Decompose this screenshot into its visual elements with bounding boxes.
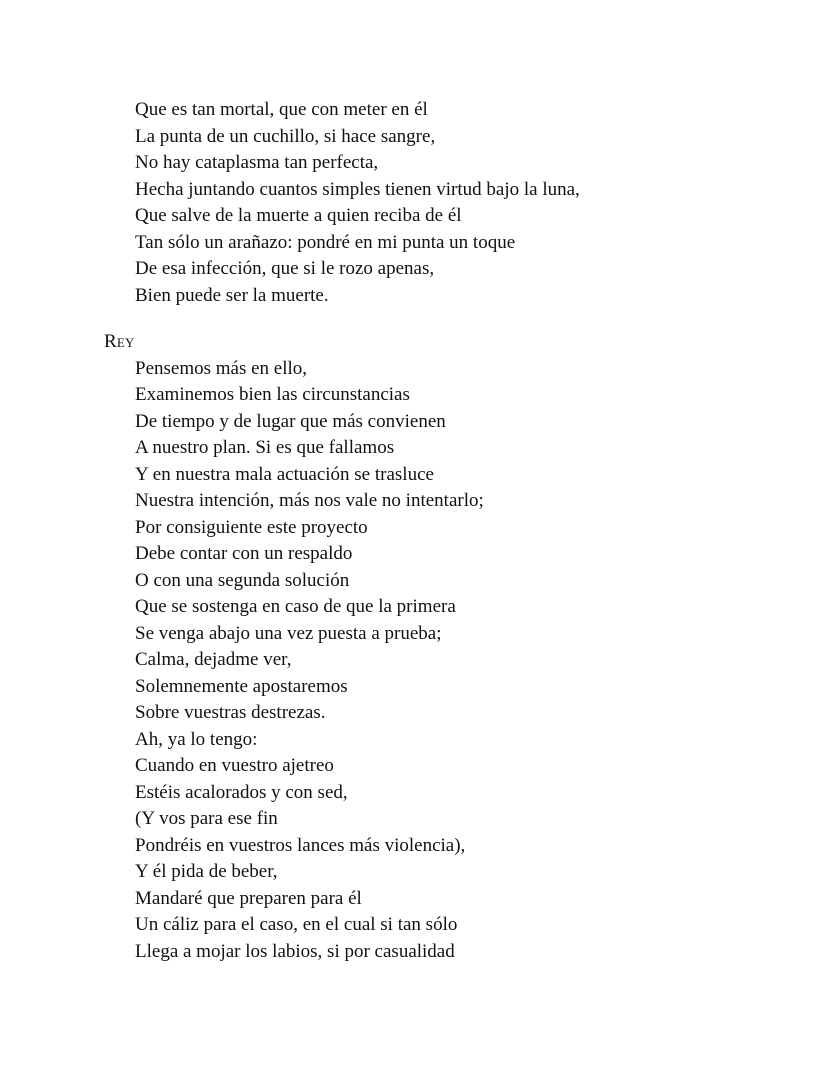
verse-line: Pondréis en vuestros lances más violencia), xyxy=(135,835,466,856)
verse-line: A nuestro plan. Si es que fallamos xyxy=(135,437,395,458)
verse-line: (Y vos para ese fin xyxy=(135,808,278,829)
verse-line: Se venga abajo una vez puesta a prueba; xyxy=(135,623,442,644)
verse-line: Mandaré que preparen para él xyxy=(135,888,362,909)
verse-line: Cuando en vuestro ajetreo xyxy=(135,755,334,776)
verse-line: Un cáliz para el caso, en el cual si tan sólo xyxy=(135,914,458,935)
speaker-name: Rey xyxy=(104,331,135,352)
verse-line: De esa infección, que si le rozo apenas, xyxy=(135,258,435,279)
verse-line: Ah, ya lo tengo: xyxy=(135,729,258,750)
verse-line: Pensemos más en ello, xyxy=(135,358,308,379)
verse-line: Que se sostenga en caso de que la primera xyxy=(135,596,456,617)
verse-line: Por consiguiente este proyecto xyxy=(135,517,368,538)
verse-line: Calma, dejadme ver, xyxy=(135,649,292,670)
verse-line: La punta de un cuchillo, si hace sangre, xyxy=(135,126,436,147)
verse-line: Bien puede ser la muerte. xyxy=(135,285,329,306)
verse-line: Nuestra intención, más nos vale no intentarlo; xyxy=(135,490,484,511)
verse-line: Y en nuestra mala actuación se trasluce xyxy=(135,464,434,485)
verse-line: Estéis acalorados y con sed, xyxy=(135,782,348,803)
verse-line: Sobre vuestras destrezas. xyxy=(135,702,326,723)
verse-line: Debe contar con un respaldo xyxy=(135,543,353,564)
verse-line: Que salve de la muerte a quien reciba de él xyxy=(135,205,462,226)
verse-line: No hay cataplasma tan perfecta, xyxy=(135,152,379,173)
verse-line: Solemnemente apostaremos xyxy=(135,676,348,697)
verse-line: Examinemos bien las circunstancias xyxy=(135,384,410,405)
verse-line: Tan sólo un arañazo: pondré en mi punta un toque xyxy=(135,232,516,253)
verse-line: O con una segunda solución xyxy=(135,570,350,591)
verse-line: Que es tan mortal, que con meter en él xyxy=(135,99,428,120)
verse-line: Llega a mojar los labios, si por casualidad xyxy=(135,941,455,962)
verse-line: Hecha juntando cuantos simples tienen virtud bajo la luna, xyxy=(135,179,580,200)
verse-line: Y él pida de beber, xyxy=(135,861,278,882)
verse-line: De tiempo y de lugar que más convienen xyxy=(135,411,446,432)
